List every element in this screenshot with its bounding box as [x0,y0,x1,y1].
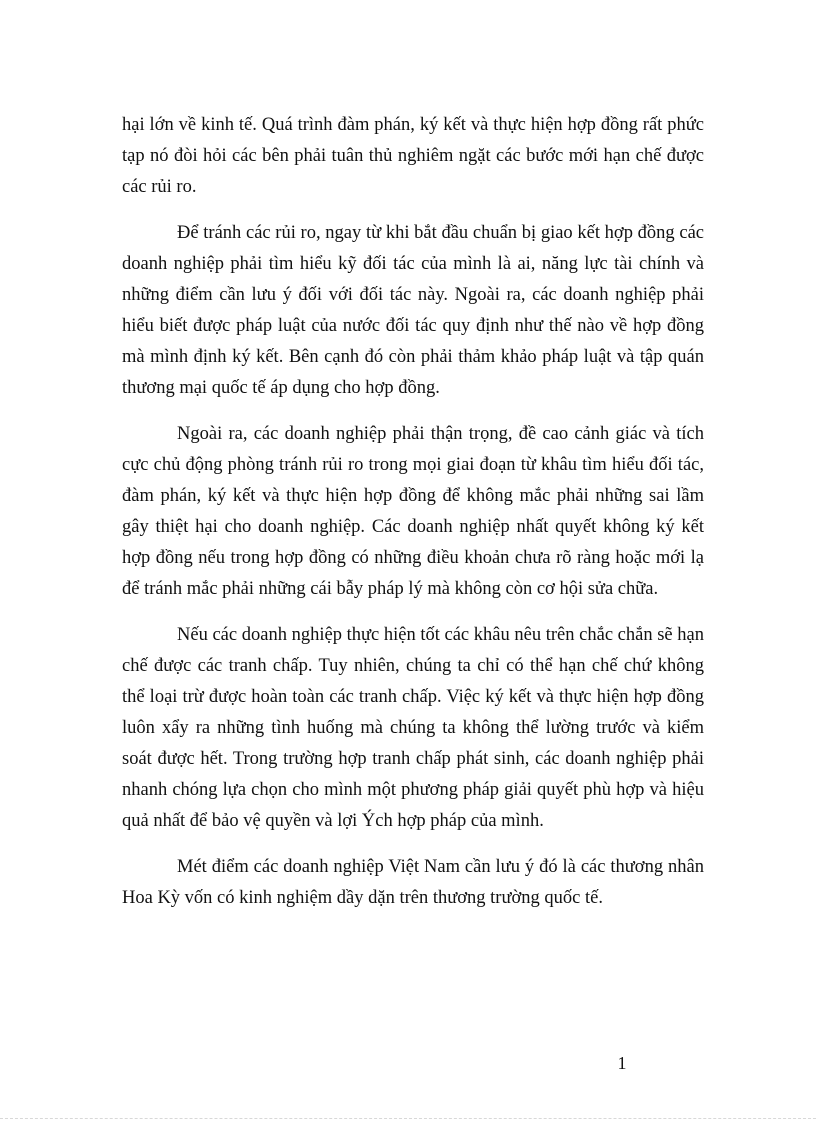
paragraph-us-traders: Mét điểm các doanh nghiệp Việt Nam cần lưu ý đó là các thương nhân Hoa Kỳ vốn có kinh nghiệm dầy dặn trên thương trường quốc tế. [122,857,704,908]
body-text [122,110,704,929]
paragraph-continuation: hại lớn về kinh tế. Quá trình đàm phán, ký kết và thực hiện hợp đồng rất phức tạp nó đòi hỏi các bên phải tuân thủ nghiêm ngặt các bước mới hạn chế được các rủi ro. [122,115,704,197]
paragraph-dispute-resolution: Nếu các doanh nghiệp thực hiện tốt các khâu nêu trên chắc chắn sẽ hạn chế được các tranh chấp. Tuy nhiên, chúng ta chỉ có thể hạn chế chứ không thể loại trừ được hoàn toàn các tranh chấp. Việc ký kết và thực hiện hợp đồng luôn xẩy ra những tình huống mà chúng ta không thể lường trước và kiểm soát được hết. Trong trường hợp tranh chấp phát sinh, các doanh nghiệp phải nhanh chóng lựa chọn cho mình một phương pháp giải quyết phù hợp và hiệu quả nhất để bảo vệ quyền và lợi Ých hợp pháp của mình. [122,625,704,831]
paragraph-risk-avoidance: Để tránh các rủi ro, ngay từ khi bắt đầu chuẩn bị giao kết hợp đồng các doanh nghiệp phải tìm hiểu kỹ đối tác của mình là ai, năng lực tài chính và những điểm cần lưu ý đối với đối tác này. Ngoài ra, các doanh nghiệp phải hiểu biết được pháp luật của nước đối tác quy định như thế nào về hợp đồng mà mình định ký kết. Bên cạnh đó còn phải thảm khảo pháp luật và tập quán thương mại quốc tế áp dụng cho hợp đồng. [122,223,704,398]
page-number: 1 [617,1053,627,1073]
footer-divider [0,1118,816,1119]
paragraph-caution: Ngoài ra, các doanh nghiệp phải thận trọng, đề cao cảnh giác và tích cực chủ động phòng tránh rủi ro trong mọi giai đoạn từ khâu tìm hiểu đối tác, đàm phán, ký kết và thực hiện hợp đồng để không mắc phải những sai lầm gây thiệt hại cho doanh nghiệp. Các doanh nghiệp nhất quyết không ký kết hợp đồng nếu trong hợp đồng có những điều khoản chưa rõ ràng hoặc mới lạ để tránh mắc phải những cái bẫy pháp lý mà không còn cơ hội sửa chữa. [122,424,704,599]
